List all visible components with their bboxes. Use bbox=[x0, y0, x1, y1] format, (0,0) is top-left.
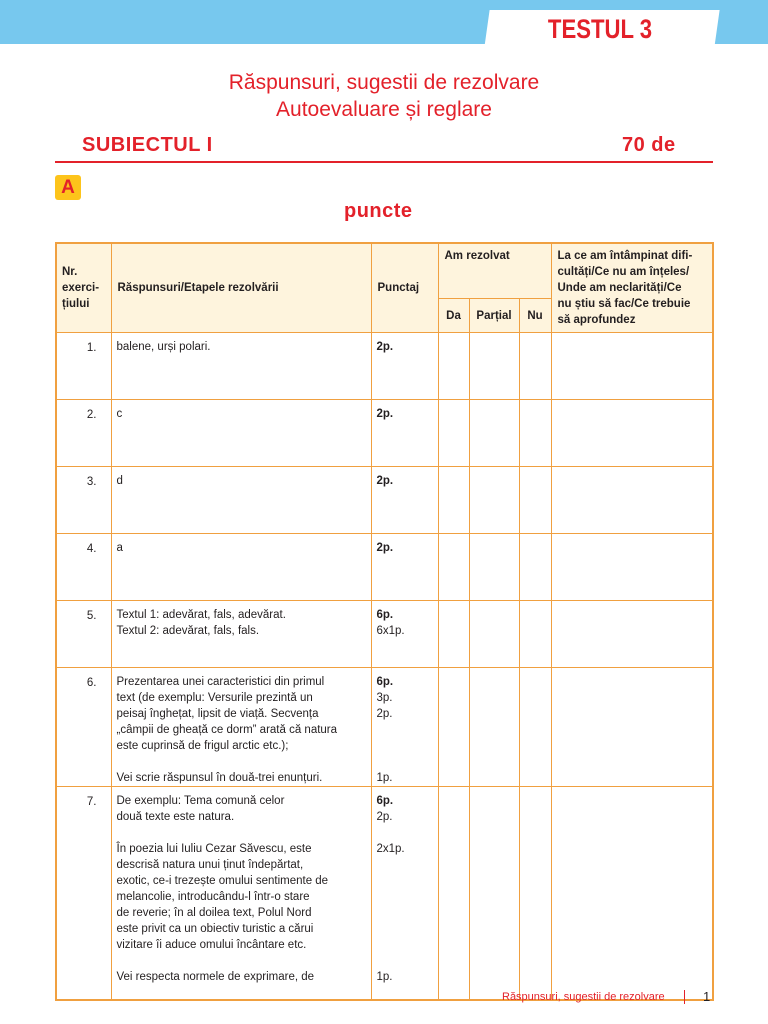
answer-cell bbox=[111, 467, 371, 534]
check-partial-cell[interactable] bbox=[469, 787, 519, 1000]
test-label: TESTUL 3 bbox=[547, 14, 653, 44]
table-row bbox=[56, 668, 713, 787]
part-badge: A bbox=[55, 175, 81, 200]
text-line bbox=[377, 857, 434, 873]
text-line: Prezentarea unei caracteristici din primul bbox=[116, 676, 325, 688]
text-line: exotic, ce-i trezește omului sentimente de bbox=[116, 875, 329, 887]
text-line: melancolie, introducându-l într-o stare bbox=[116, 891, 310, 903]
text-line bbox=[117, 754, 365, 770]
text-line: este cuprinsă de frigul arctic etc.); bbox=[116, 740, 289, 752]
text-line: 2p. bbox=[376, 708, 393, 720]
text-line bbox=[377, 921, 434, 937]
table-row bbox=[56, 601, 713, 668]
check-yes-cell[interactable] bbox=[438, 601, 469, 668]
check-no-cell[interactable] bbox=[519, 333, 551, 400]
text-line bbox=[377, 953, 434, 969]
table-row bbox=[56, 333, 713, 400]
page-subtitle: Autoevaluare și reglare bbox=[276, 98, 492, 121]
answer-cell bbox=[111, 534, 371, 601]
text-line: să aprofundez bbox=[557, 314, 636, 326]
check-yes-cell[interactable] bbox=[438, 787, 469, 1000]
answer-cell bbox=[111, 333, 371, 400]
text-line: cultăți/Ce nu am înțeles/ bbox=[557, 266, 690, 278]
text-line: Nr. bbox=[62, 266, 78, 278]
answer-cell bbox=[111, 668, 371, 787]
difficulties-cell[interactable] bbox=[551, 467, 713, 534]
table-row bbox=[56, 400, 713, 467]
text-line: exerci- bbox=[62, 282, 100, 294]
text-line: a bbox=[116, 542, 123, 554]
points-cell bbox=[371, 333, 438, 400]
text-line: 6p. bbox=[376, 795, 394, 807]
text-line: descrisă natura unui ținut îndepărtat, bbox=[116, 859, 304, 871]
check-no-cell[interactable] bbox=[519, 601, 551, 668]
text-line: Textul 2: adevărat, fals, fals. bbox=[116, 625, 260, 637]
difficulties-cell[interactable] bbox=[551, 534, 713, 601]
text-line: 1p. bbox=[376, 772, 393, 784]
check-yes-cell[interactable] bbox=[438, 400, 469, 467]
exercise-number: 3. bbox=[56, 467, 111, 534]
text-line: 2p. bbox=[376, 408, 394, 420]
check-partial-cell[interactable] bbox=[469, 668, 519, 787]
exercise-number: 1. bbox=[56, 333, 111, 400]
text-line: balene, urși polari. bbox=[116, 341, 211, 353]
page-number: 1 bbox=[703, 989, 711, 1004]
check-yes-cell[interactable] bbox=[438, 534, 469, 601]
check-no-cell[interactable] bbox=[519, 467, 551, 534]
check-yes-cell[interactable] bbox=[438, 668, 469, 787]
points-cell bbox=[371, 400, 438, 467]
text-line bbox=[377, 738, 434, 754]
text-line: Vei respecta normele de exprimare, de bbox=[116, 971, 315, 983]
text-line: 6p. bbox=[376, 609, 394, 621]
header-nr bbox=[56, 243, 111, 333]
text-line: 2x1p. bbox=[376, 843, 405, 855]
points-cell bbox=[371, 467, 438, 534]
answer-cell bbox=[111, 400, 371, 467]
text-line bbox=[377, 754, 434, 770]
points-cell bbox=[371, 534, 438, 601]
check-partial-cell[interactable] bbox=[469, 534, 519, 601]
text-line: Vei scrie răspunsul în două-trei enunțuri. bbox=[116, 772, 323, 784]
exercise-number: 4. bbox=[56, 534, 111, 601]
difficulties-cell[interactable] bbox=[551, 787, 713, 1000]
text-line bbox=[377, 722, 434, 738]
text-line: 1p. bbox=[376, 971, 393, 983]
check-partial-cell[interactable] bbox=[469, 601, 519, 668]
check-partial-cell[interactable] bbox=[469, 467, 519, 534]
text-line bbox=[117, 953, 365, 969]
text-line: 2p. bbox=[376, 811, 393, 823]
text-line: 3p. bbox=[376, 692, 393, 704]
text-line: „câmpii de gheață ce dorm” arată că natura bbox=[116, 724, 338, 736]
difficulties-cell[interactable] bbox=[551, 601, 713, 668]
text-line: 6x1p. bbox=[376, 625, 405, 637]
answer-cell bbox=[111, 787, 371, 1000]
text-line: două texte este natura. bbox=[116, 811, 235, 823]
text-line: Unde am neclarități/Ce bbox=[557, 282, 682, 294]
text-line: vizitare îi aduce omului încântare etc. bbox=[116, 939, 307, 951]
header-yes: Da bbox=[438, 299, 469, 333]
footer-text: Răspunsuri, sugestii de rezolvare bbox=[502, 991, 665, 1003]
header-no: Nu bbox=[519, 299, 551, 333]
check-no-cell[interactable] bbox=[519, 400, 551, 467]
table-row bbox=[56, 534, 713, 601]
points-cell bbox=[371, 668, 438, 787]
header-solved: Am rezolvat bbox=[438, 243, 551, 299]
check-no-cell[interactable] bbox=[519, 787, 551, 1000]
text-line: 6p. bbox=[376, 676, 394, 688]
text-line: d bbox=[116, 475, 123, 487]
text-line: este privit ca un obiectiv turistic a cărui bbox=[116, 923, 314, 935]
footer-divider bbox=[684, 990, 685, 1004]
heading-divider bbox=[55, 161, 713, 163]
text-line: În poezia lui Iuliu Cezar Săvescu, este bbox=[116, 843, 312, 855]
exercise-number: 7. bbox=[56, 787, 111, 1000]
difficulties-cell[interactable] bbox=[551, 400, 713, 467]
difficulties-cell[interactable] bbox=[551, 333, 713, 400]
text-line: țiului bbox=[62, 298, 90, 310]
exercise-number: 2. bbox=[56, 400, 111, 467]
header-difficulties bbox=[551, 243, 713, 333]
check-partial-cell[interactable] bbox=[469, 333, 519, 400]
check-yes-cell[interactable] bbox=[438, 333, 469, 400]
text-line: nu știu să fac/Ce trebuie bbox=[557, 298, 691, 310]
text-line bbox=[377, 937, 434, 953]
section-points-continued: puncte bbox=[344, 200, 413, 222]
header-points: Punctaj bbox=[371, 243, 438, 333]
check-partial-cell[interactable] bbox=[469, 400, 519, 467]
difficulties-cell[interactable] bbox=[551, 668, 713, 787]
text-line: text (de exemplu: Versurile prezintă un bbox=[116, 692, 313, 704]
points-cell bbox=[371, 601, 438, 668]
text-line: de reverie; în al doilea text, Polul Nord bbox=[116, 907, 312, 919]
text-line: Textul 1: adevărat, fals, adevărat. bbox=[116, 609, 286, 621]
table-row bbox=[56, 787, 713, 1000]
check-no-cell[interactable] bbox=[519, 534, 551, 601]
text-line: 2p. bbox=[376, 475, 394, 487]
answers-table bbox=[55, 242, 714, 1001]
check-yes-cell[interactable] bbox=[438, 467, 469, 534]
answer-cell bbox=[111, 601, 371, 668]
text-line bbox=[377, 889, 434, 905]
text-line: peisaj înghețat, lipsit de viață. Secvența bbox=[116, 708, 319, 720]
check-no-cell[interactable] bbox=[519, 668, 551, 787]
text-line: c bbox=[116, 408, 123, 420]
text-line: De exemplu: Tema comună celor bbox=[116, 795, 285, 807]
table-row bbox=[56, 467, 713, 534]
text-line bbox=[377, 873, 434, 889]
text-line bbox=[377, 825, 434, 841]
exercise-number: 6. bbox=[56, 668, 111, 787]
page-title: Răspunsuri, sugestii de rezolvare bbox=[228, 71, 540, 94]
points-cell bbox=[371, 787, 438, 1000]
header-partial: Parțial bbox=[469, 299, 519, 333]
header-answers: Răspunsuri/Etapele rezolvării bbox=[111, 243, 371, 333]
exercise-number: 5. bbox=[56, 601, 111, 668]
text-line bbox=[377, 905, 434, 921]
text-line: 2p. bbox=[376, 341, 394, 353]
section-heading: SUBIECTUL I bbox=[82, 134, 213, 156]
section-points: 70 de bbox=[622, 134, 676, 156]
text-line: La ce am întâmpinat difi- bbox=[557, 250, 693, 262]
text-line bbox=[117, 825, 365, 841]
text-line: 2p. bbox=[376, 542, 394, 554]
